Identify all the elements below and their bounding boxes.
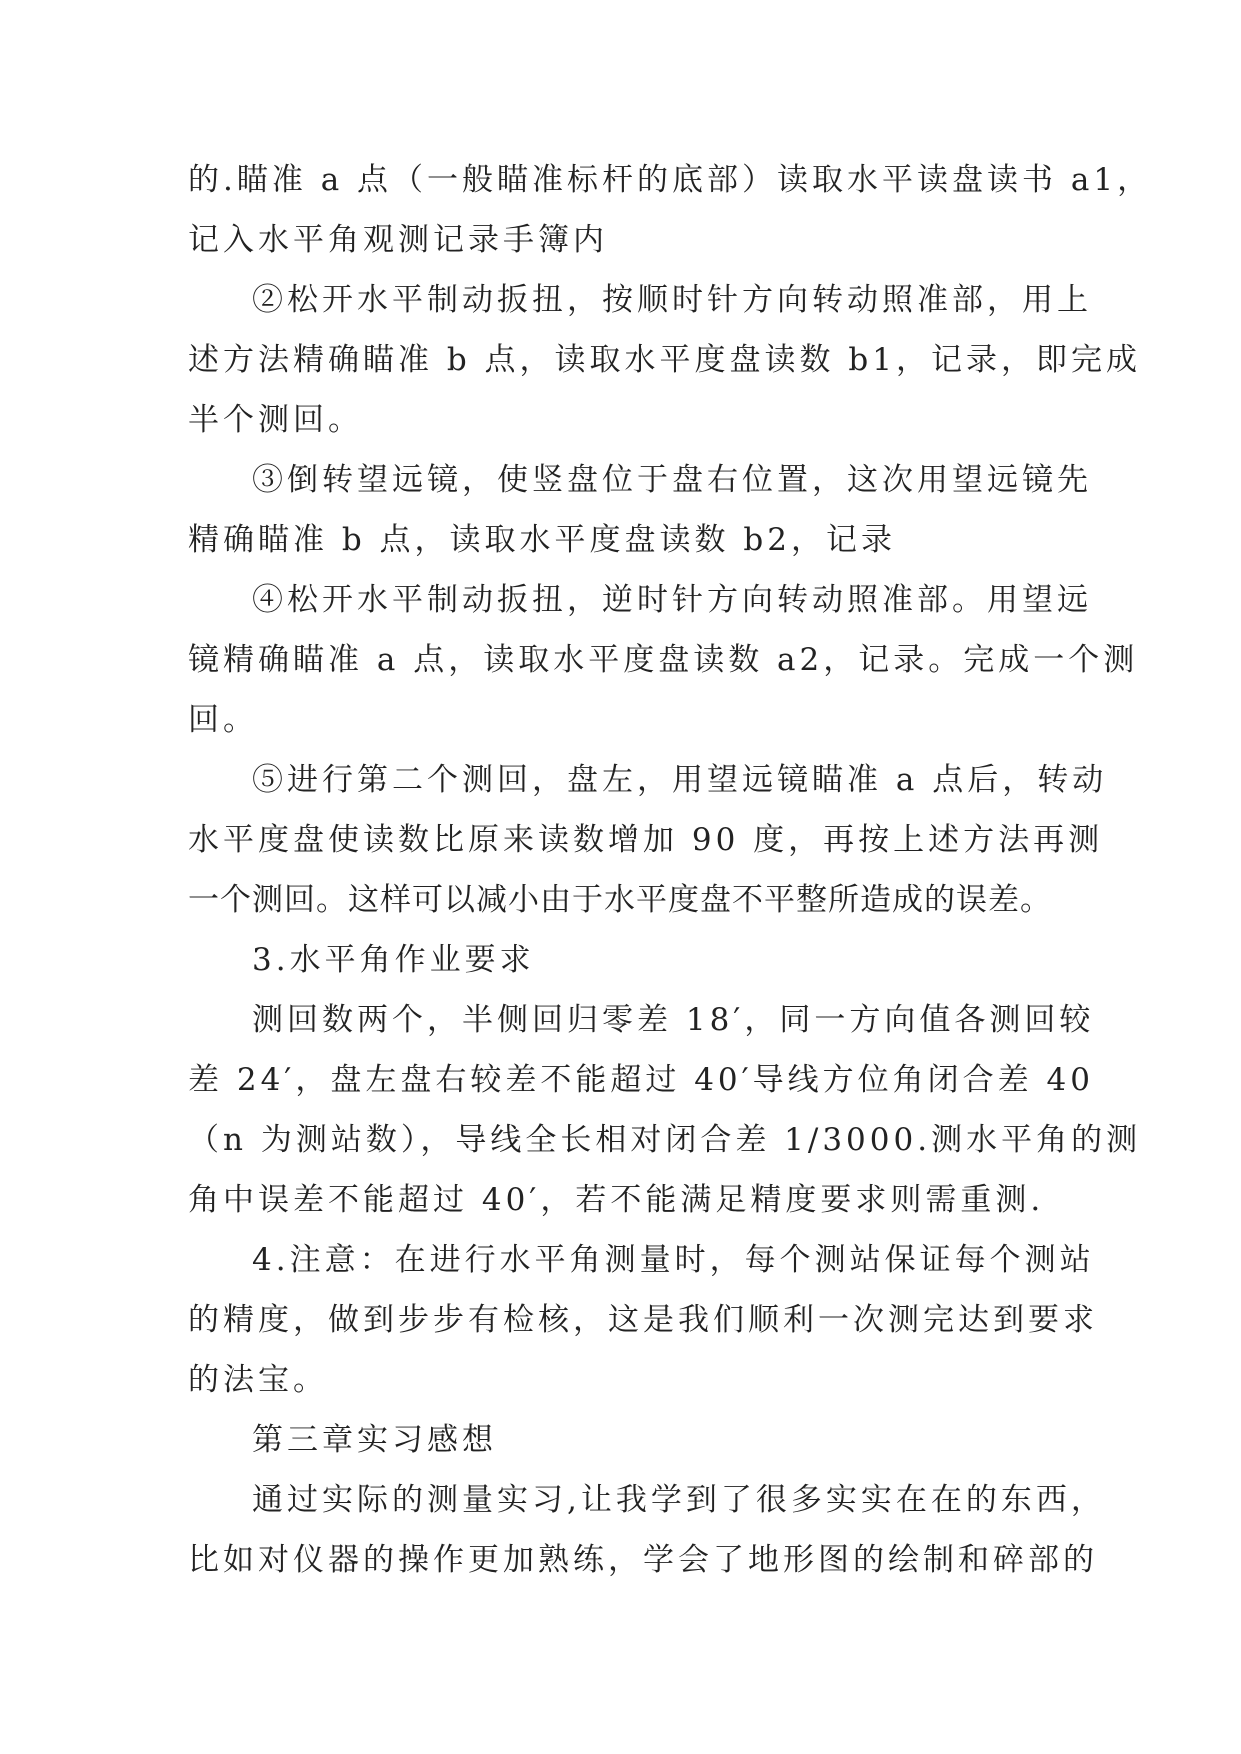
paragraph-line: 通过实际的测量实习,让我学到了很多实实在在的东西， xyxy=(252,1482,1106,1518)
paragraph-line: （n 为测站数），导线全长相对闭合差 1/3000.测水平角的测 xyxy=(188,1122,1142,1158)
step-3-line: ③倒转望远镜，使竖盘位于盘右位置，这次用望远镜先 xyxy=(252,462,1092,498)
paragraph-line: 测回数两个，半侧回归零差 18′，同一方向值各测回较 xyxy=(252,1002,1095,1038)
paragraph-line: 的.瞄准 a 点（一般瞄准标杆的底部）读取水平读盘读书 a1， xyxy=(188,162,1153,198)
paragraph-line: 的法宝。 xyxy=(188,1362,328,1398)
paragraph-line: 记入水平角观测记录手簿内 xyxy=(188,222,608,258)
paragraph-line: 回。 xyxy=(188,702,258,738)
section-heading: 3.水平角作业要求 xyxy=(252,942,535,978)
step-5-line: ⑤进行第二个测回，盘左，用望远镜瞄准 a 点后，转动 xyxy=(252,762,1108,798)
paragraph-line: 一个测回。这样可以减小由于水平度盘不平整所造成的误差。 xyxy=(188,882,1052,918)
step-4-line: ④松开水平制动扳扭，逆时针方向转动照准部。用望远 xyxy=(252,582,1092,618)
step-2-line: ②松开水平制动扳扭，按顺时针方向转动照准部，用上 xyxy=(252,282,1092,318)
paragraph-line: 比如对仪器的操作更加熟练，学会了地形图的绘制和碎部的 xyxy=(188,1542,1098,1578)
paragraph-line: 半个测回。 xyxy=(188,402,363,438)
paragraph-line: 述方法精确瞄准 b 点，读取水平度盘读数 b1，记录，即完成 xyxy=(188,342,1141,378)
chapter-heading: 第三章实习感想 xyxy=(252,1422,497,1458)
section-heading-note: 4.注意：在进行水平角测量时，每个测站保证每个测站 xyxy=(252,1242,1095,1278)
paragraph-line: 的精度，做到步步有检核，这是我们顺利一次测完达到要求 xyxy=(188,1302,1098,1338)
paragraph-line: 水平度盘使读数比原来读数增加 90 度，再按上述方法再测 xyxy=(188,822,1104,858)
paragraph-line: 差 24′，盘左盘右较差不能超过 40′导线方位角闭合差 40 xyxy=(188,1062,1094,1098)
paragraph-line: 精确瞄准 b 点，读取水平度盘读数 b2，记录 xyxy=(188,522,896,558)
paragraph-line: 角中误差不能超过 40′，若不能满足精度要求则需重测. xyxy=(188,1182,1045,1218)
paragraph-line: 镜精确瞄准 a 点，读取水平度盘读数 a2，记录。完成一个测 xyxy=(188,642,1139,678)
